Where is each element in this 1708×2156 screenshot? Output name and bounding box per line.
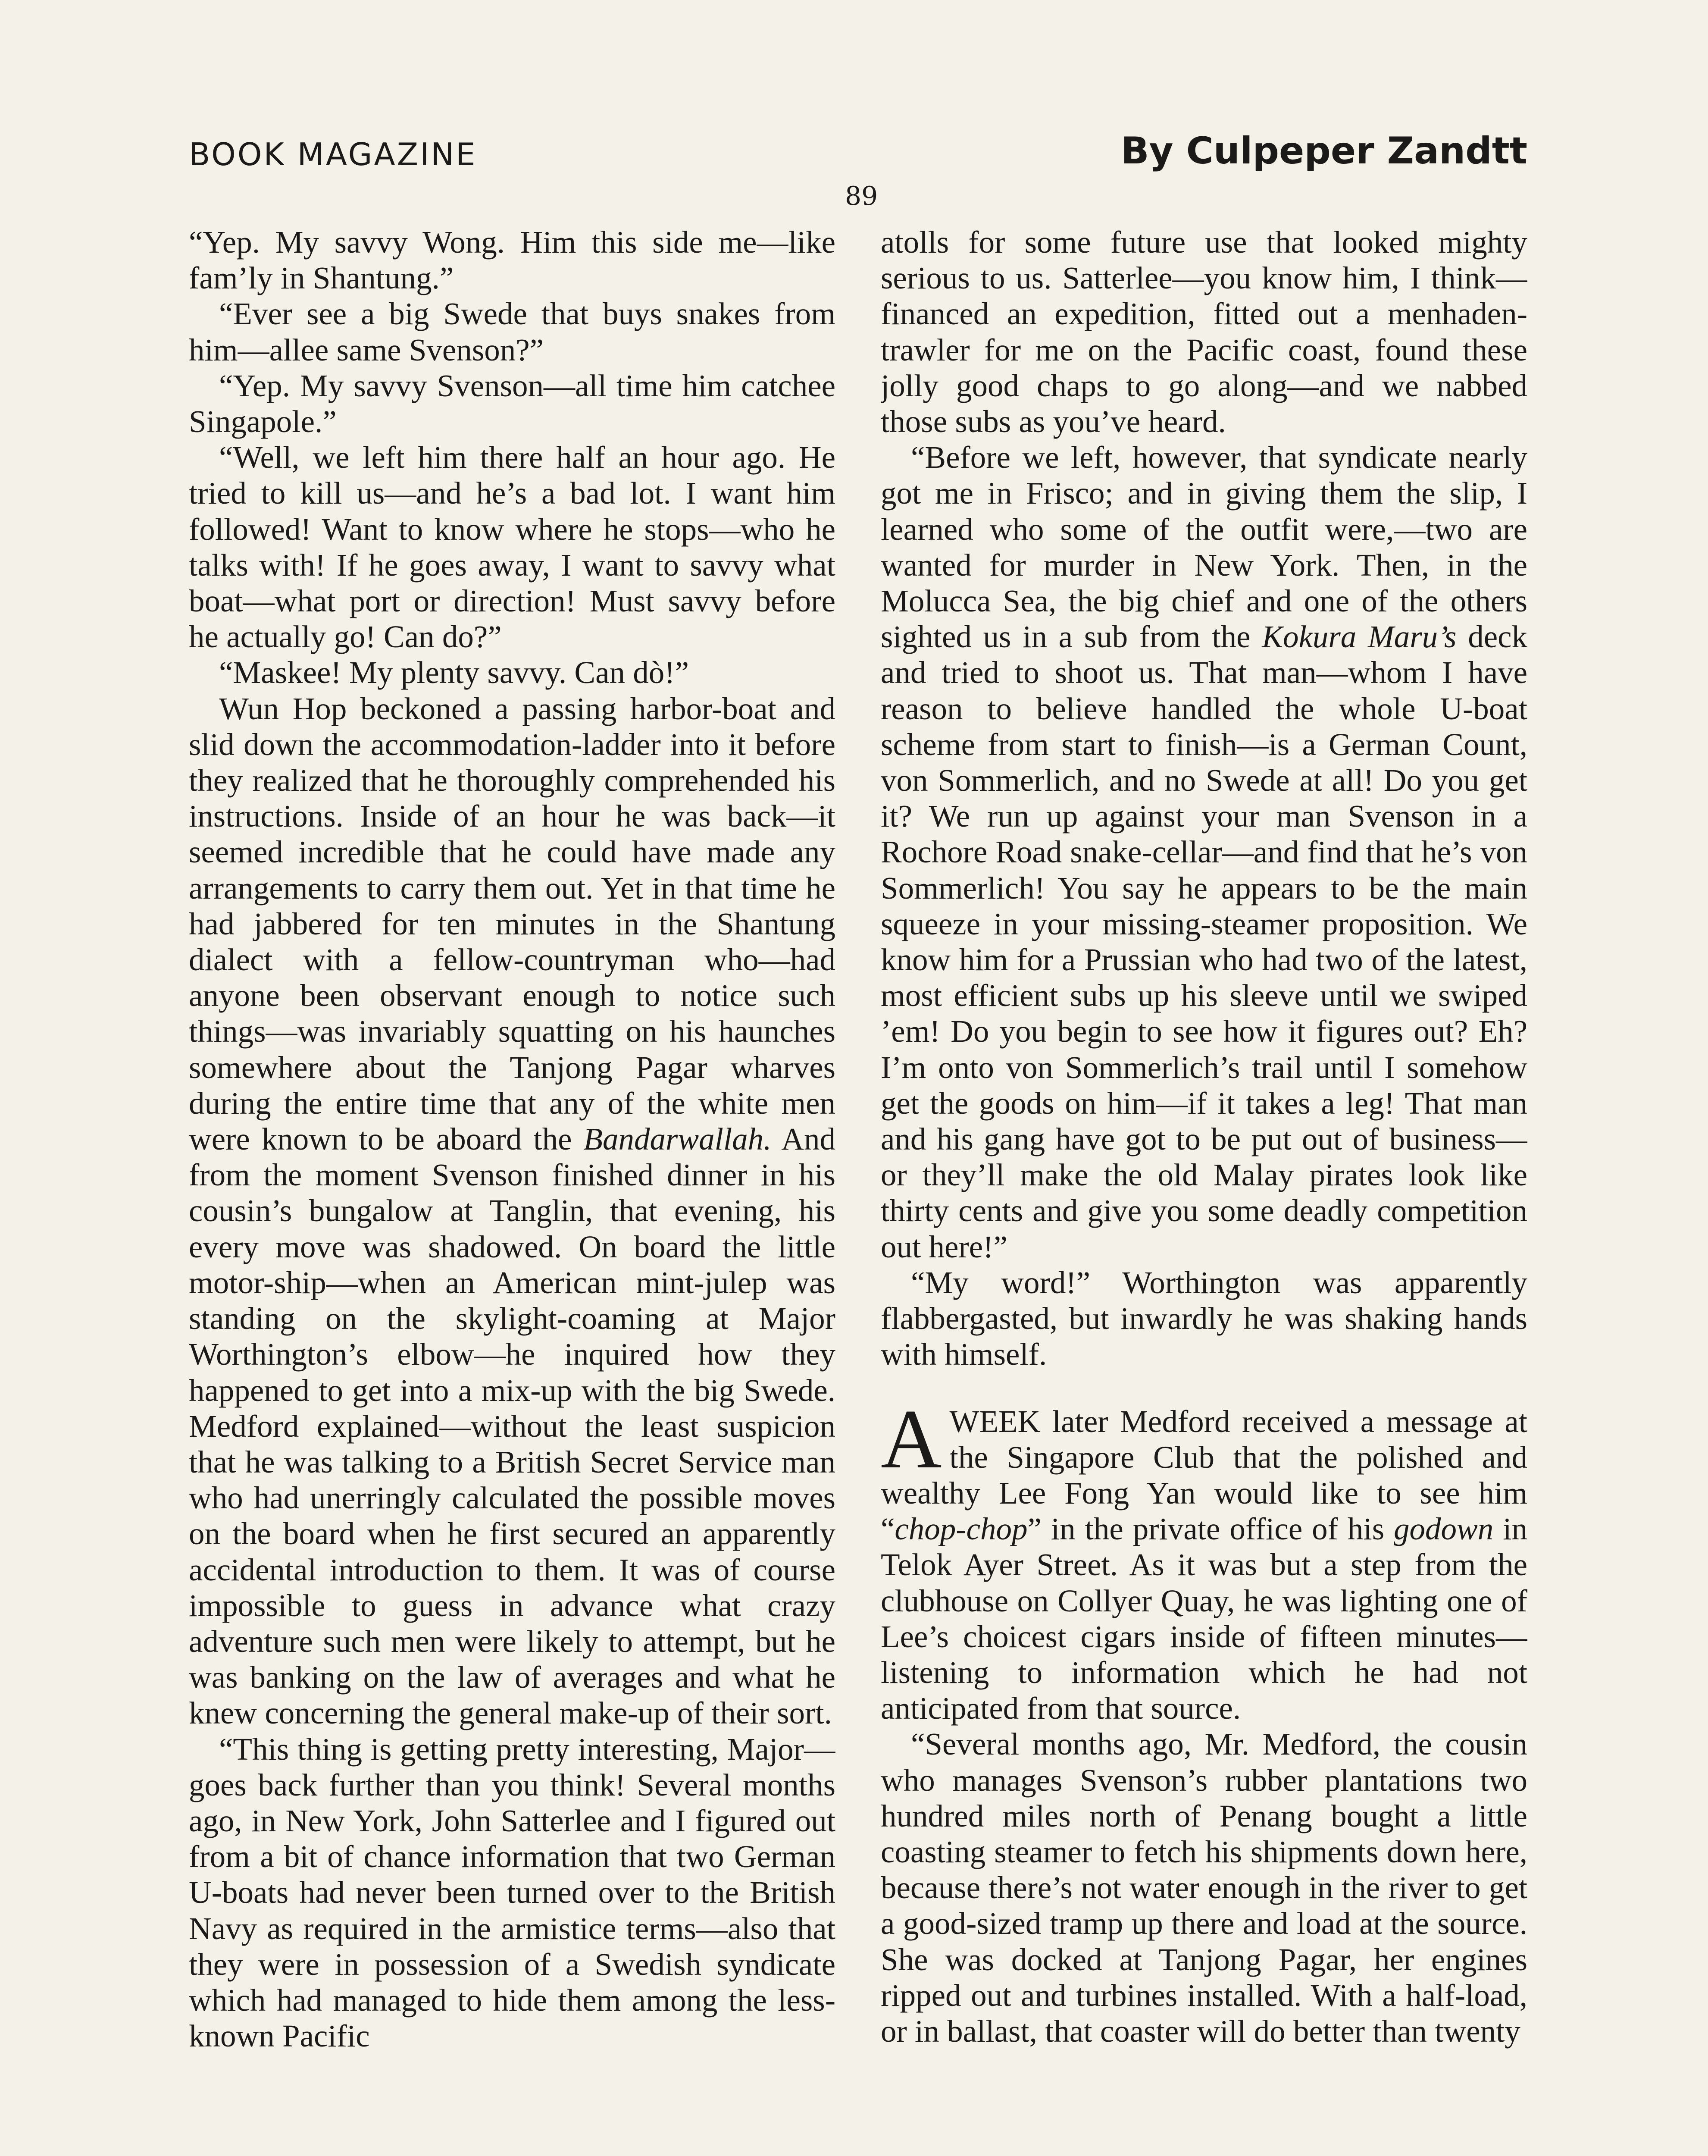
- page-number: 89: [845, 181, 878, 211]
- paragraph-text: ” in the private office of his: [1027, 1511, 1394, 1547]
- paragraph-text: later Medford received a message at the Singapore Club that the polished and wealthy Lee Fong Yan would like to see him “: [881, 1404, 1527, 1547]
- section-opening-paragraph: [881, 1392, 1527, 1727]
- ship-name-italic: Bandarwallah.: [583, 1122, 772, 1157]
- paragraph-text: And from the moment Svenson finished dinner in his cousin’s bungalow at Tanglin, that evening, his every move was shadowed. On board the little motor-ship—when an American mint-julep was standing on the skylight-coaming at Major Worthington’s elbow—he inquired how they happened to get into a mix-up with the big Swede. Medford explained—without the least suspicion that he was talking to a British Secret Service man who had unerringly calculated the possible moves on the board when he first secured an apparently accidental introduction to them. It was of course impossible to guess in advance what crazy adventure such men were likely to attempt, but he was banking on the law of averages and what he knew concerning the general make-up of their sort.: [189, 1122, 835, 1731]
- paragraph: “Maskee! My plenty savvy. Can dò!”: [219, 655, 689, 690]
- ship-name-italic: Kokura Maru’s: [1262, 619, 1457, 655]
- paragraph: “Ever see a big Swede that buys snakes from him—allee same Svenson?”: [189, 296, 835, 367]
- drop-cap: A: [881, 1392, 942, 1486]
- author-byline: By Culpeper Zandtt: [1121, 129, 1527, 172]
- paragraph: “Well, we left him there half an hour ago. He tried to kill us—and he’s a bad lot. I want him followed! Want to know where he stops—who he talks with! If he goes away, I want to savvy what boat—what port or direction! Must savvy before he actually go! Can do?”: [189, 440, 835, 655]
- italic-word: chop-chop: [895, 1511, 1028, 1547]
- paragraph: atolls for some future use that looked mighty serious to us. Satterlee—you know him, I think—financed an expedition, fitted out a menhaden-trawler for me on the Pacific coast, found these jolly good chaps to go along—and we nabbed those subs as you’ve heard.: [881, 225, 1527, 439]
- right-column: [881, 224, 1527, 2156]
- small-caps-word: WEEK: [949, 1404, 1041, 1439]
- paragraph: [881, 439, 1527, 1265]
- paragraph-text: “Before we left, however, that syndicate nearly got me in Frisco; and in giving them the slip, I learned who some of the outfit were,—two are wanted for murder in New York. Then, in the Molucca Sea, the big chief and one of the others sighted us in a sub from the: [881, 440, 1527, 655]
- page-header: [189, 129, 1527, 181]
- paragraph-text: deck and tried to shoot us. That man—whom I have reason to believe handled the whole U-boat scheme from start to finish—is a German Count, von Sommerlich, and no Swede at all! Do you get it? We run up against your man Svenson in a Rochore Road snake-cellar—and find that he’s von Sommerlich! You say he appears to be the main squeeze in your missing-steamer proposition. We know him for a Prussian who had two of the latest, most efficient subs up his sleeve until we swiped ’em! Do you begin to see how it figures out? Eh? I’m onto von Sommerlich’s trail until I somehow get the goods on him—if it takes a leg! That man and his gang have got to be put out of business—or they’ll make the old Malay pirates look like thirty cents and give you some deadly competition out here!”: [881, 619, 1527, 1264]
- magazine-title: BOOK MAGAZINE: [189, 136, 477, 172]
- paragraph-text: in Telok Ayer Street. As it was but a step from the clubhouse on Collyer Quay, he was lighting one of Lee’s choicest cigars inside of fifteen minutes—listening to information which he had not anticipated from that source.: [881, 1511, 1527, 1726]
- paragraph: “Yep. My savvy Svenson—all time him catchee Singapole.”: [189, 368, 835, 439]
- italic-word: godown: [1394, 1511, 1494, 1547]
- paragraph: “My word!” Worthington was apparently flabbergasted, but inwardly he was shaking hands with himself.: [881, 1265, 1527, 1372]
- paragraph: “Several months ago, Mr. Medford, the cousin who manages Svenson’s rubber plantations two hundred miles north of Penang bought a little coasting steamer to fetch his shipments down here, because there’s not water enough in the river to get a good-sized tramp up there and load at the source. She was docked at Tanjong Pagar, her engines ripped out and turbines installed. With a half-load, or in ballast, that coaster will do better than twenty: [881, 1727, 1527, 2049]
- paragraph: “This thing is getting pretty interesting, Major—goes back further than you think! Several months ago, in New York, John Satterlee and I figured out from a bit of chance information that two German U-boats had never been turned over to the British Navy as required in the armistice terms—also that they were in possession of a Swedish syndicate which had managed to hide them among the less-known Pacific: [189, 1731, 835, 2054]
- paragraph: [189, 691, 835, 1731]
- left-column: [189, 224, 835, 2156]
- paragraph: “Yep. My savvy Wong. Him this side me—like fam’ly in Shantung.”: [189, 225, 835, 296]
- paragraph-text: Wun Hop beckoned a passing harbor-boat and slid down the accommodation-ladder into it before they realized that he thoroughly comprehended his instructions. Inside of an hour he was back—it seemed incredible that he could have made any arrangements to carry them out. Yet in that time he had jabbered for ten minutes in the Shantung dialect with a fellow-countryman who—had anyone been observant enough to notice such things—was invariably squatting on his haunches somewhere about the Tanjong Pagar wharves during the entire time that any of the white men were known to be aboard the: [189, 691, 835, 1157]
